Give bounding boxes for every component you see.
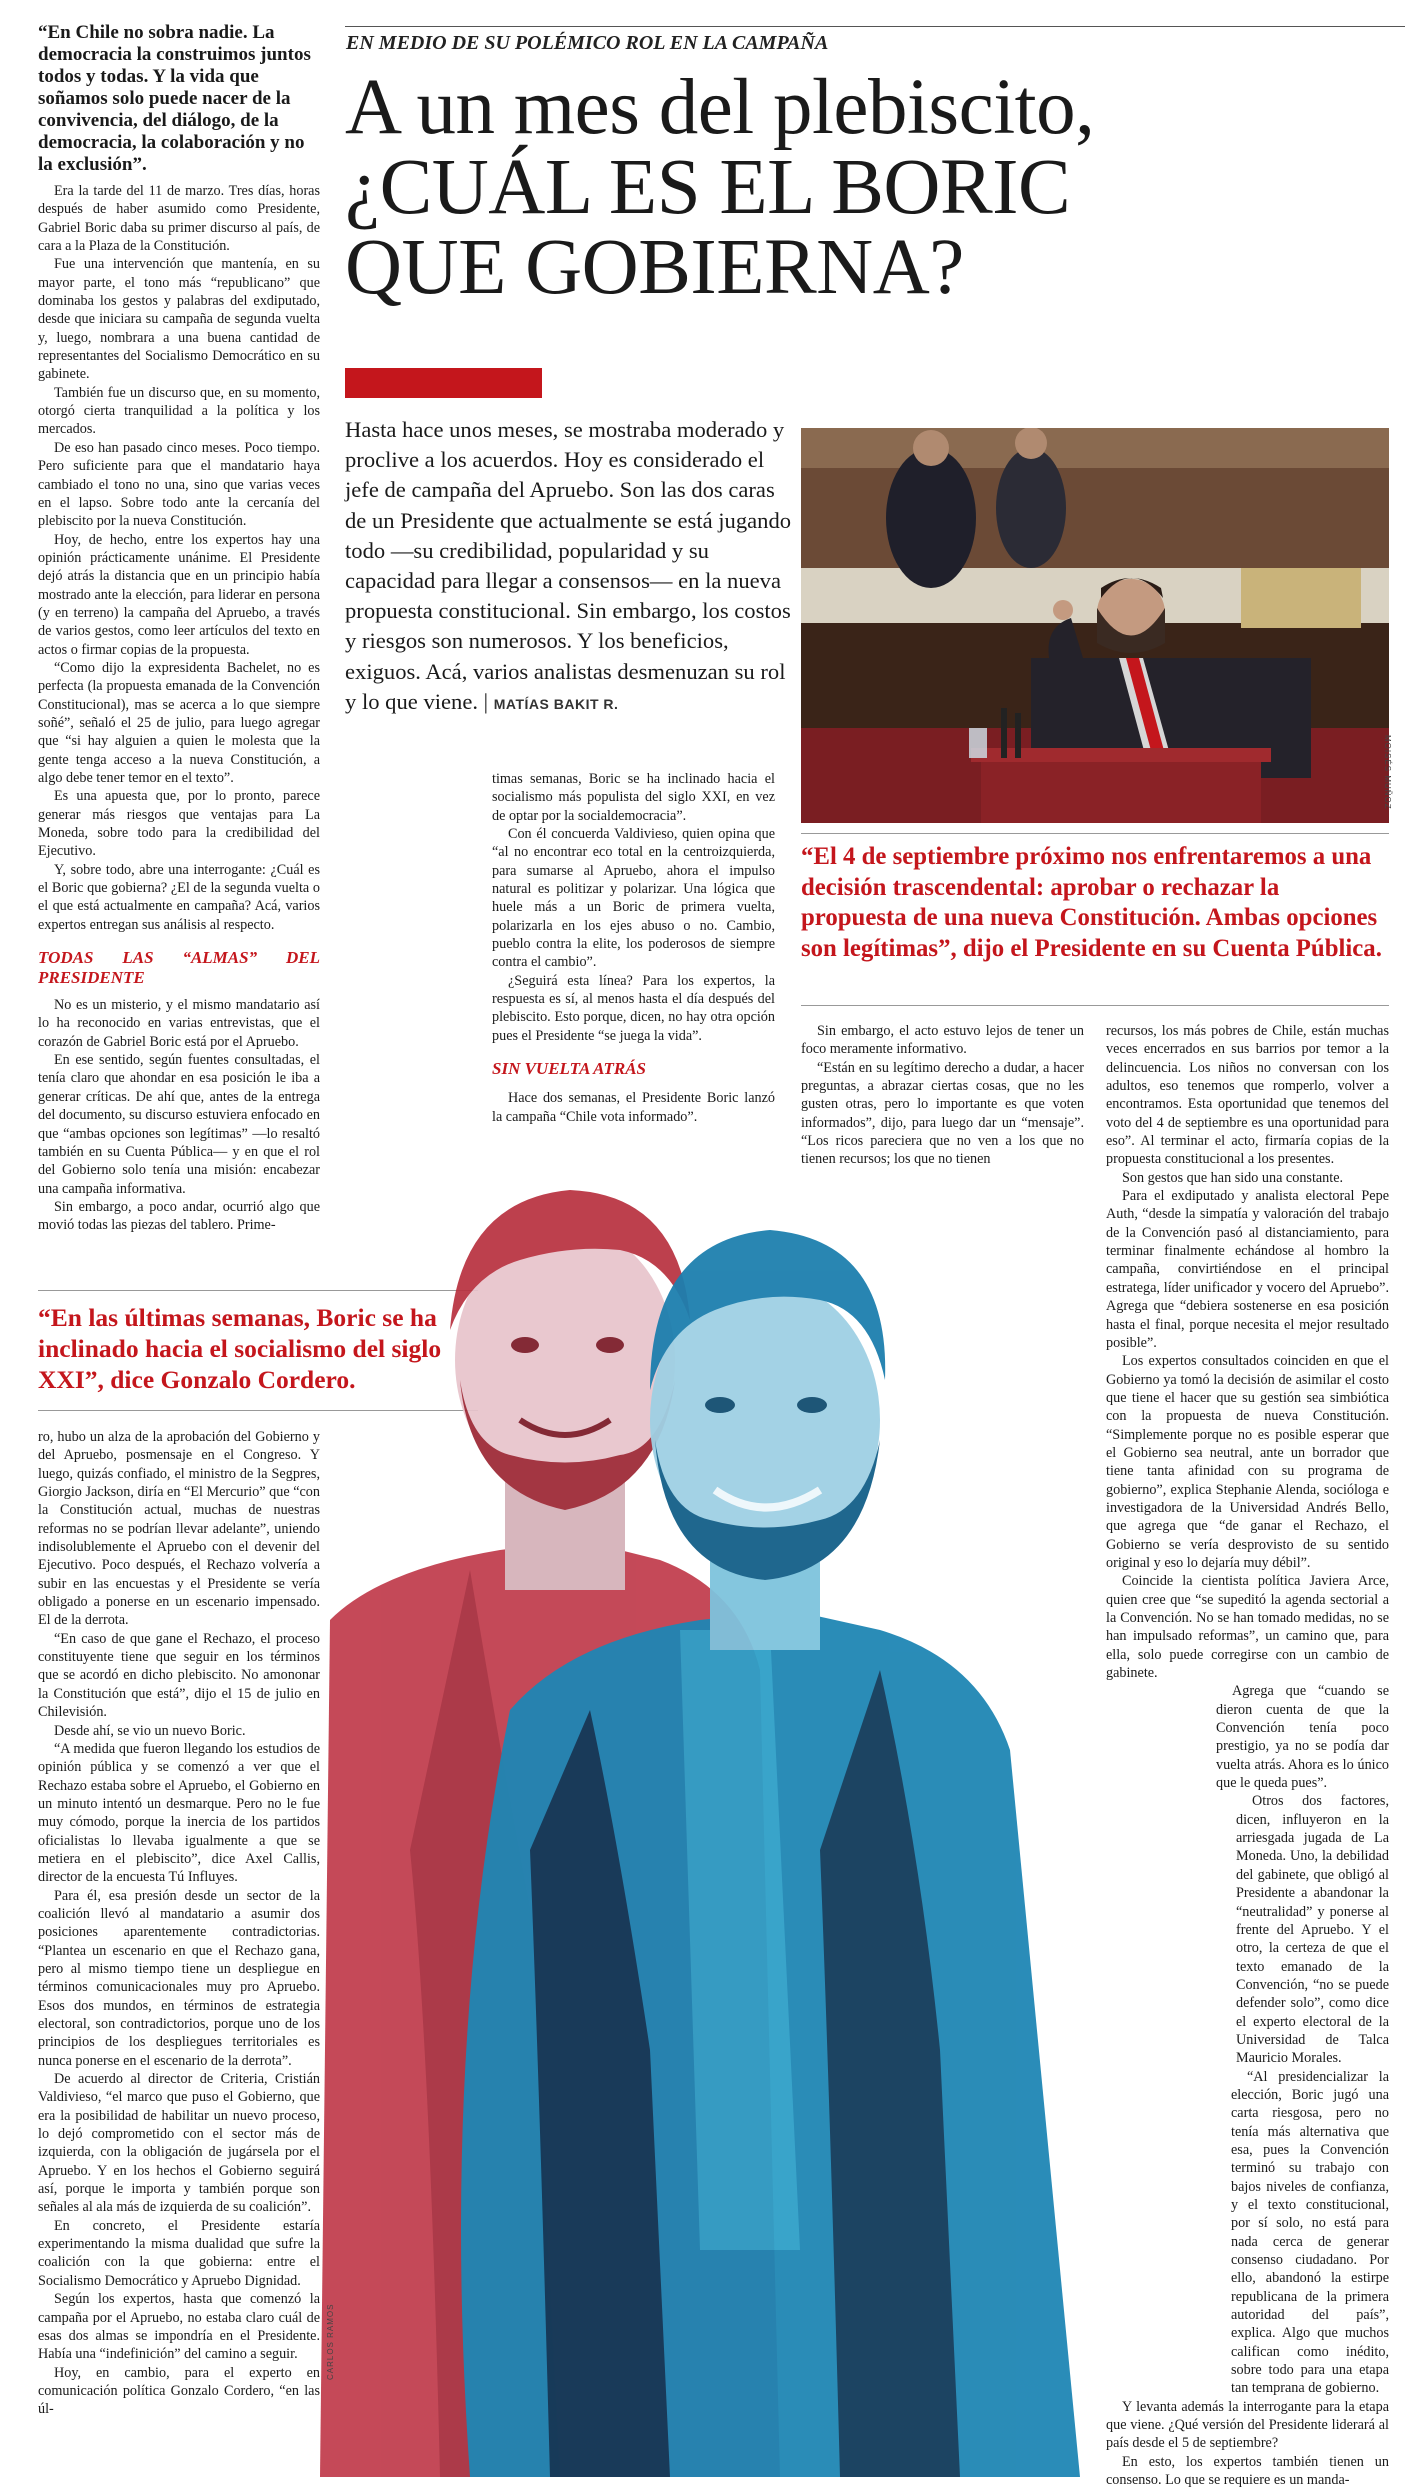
paragraph: Desde ahí, se vio un nuevo Boric.	[54, 1722, 246, 1739]
paragraph: Los expertos consultados coinciden en que el Gobierno ya tomó la decisión de asimilar el costo que tiene el hacer que su gestión sea simbiótica con la propuesta de nueva Constitución. “Simplemente porque no es posible esperar que el Gobierno sea neutral, ante un borrador que tiene tanta afinidad con su programa de gobierno”, explica Stephanie Alenda, socióloga e investigadora de la Universidad Andrés Bello, que agrega que “de ganar el Rechazo, el Gobierno se vería desprovisto de su sentido original y eso lo dejaría muy débil”.	[1106, 1353, 1389, 1571]
supertitle: EN MEDIO DE SU POLÉMICO ROL EN LA CAMPAÑA	[346, 32, 829, 54]
lead-quote: “En Chile no sobra nadie. La democracia la construimos juntos todos y todas. Y la vida que soñamos solo puede nacer de la convivencia, del diálogo, de la democracia, la colaboración y no la exclusión”.	[38, 22, 311, 175]
headline-line-3: QUE GOBIERNA?	[345, 224, 964, 311]
paragraph: Sin embargo, el acto estuvo lejos de tener un foco meramente informativo.	[801, 1023, 1084, 1058]
photo-credit: MOISÉS MUÑOZ	[1383, 735, 1392, 810]
pullquote-top-rule	[801, 833, 1389, 834]
paragraph: De eso han pasado cinco meses. Poco tiempo. Pero suficiente para que el mandatario haya cambiado el tono no una, sino que varias veces en el lapso. Sobre todo ante la cercanía del plebiscito por la nueva Constitución.	[38, 439, 320, 530]
paragraph: Para el exdiputado y analista electoral Pepe Auth, “desde la simpatía y valoración del trabajo de la Convención pasó al distanciamiento, para terminar finalmente echándose al hombro la campaña, convirtiéndose en el principal estratega, líder unificador y vocero del Apruebo”. Agrega que “debiera sostenerse en esa posición hasta el final, porque necesita el mejor resultado posible”.	[1106, 1188, 1389, 1351]
paragraph: “Como dijo la expresidenta Bachelet, no es perfecta (la propuesta emanada de la Convención Constitucional), mas se acerca a lo que siempre soñé”, señaló el 25 de julio, para luego agregar que “si hay alguien a quien le molesta que la gente tenga acceso a la nueva Constitución, a algo debe tener temor en el texto”.	[38, 659, 320, 786]
paragraph: De acuerdo al director de Criteria, Cristián Valdivieso, “el marco que puso el Gobierno, que era la posibilidad de habilitar un nuevo proceso, lo dejó comprometido con el sector más de izquierda, con la obligación de jugársela por el Apruebo. Y en los hechos el Gobierno seguirá así, porque le importa y también porque son señales al ala más de izquierda de su coalición”.	[38, 2071, 320, 2216]
podium-photo	[801, 428, 1389, 823]
paragraph: No es un misterio, y el mismo mandatario así lo ha reconocido en varias entrevistas, que el corazón de Gabriel Boric está por el Apruebo.	[38, 997, 320, 1050]
paragraph: Era la tarde del 11 de marzo. Tres días, horas después de haber asumido como Presidente, Gabriel Boric daba su primer discurso al país, de cara a la Plaza de la Constitución.	[38, 183, 320, 255]
paragraph: Fue una intervención que mantenía, en su mayor parte, el tono más “republicano” que dominaba los gestos y palabras del exdiputado, desde que iniciara su campaña de segunda vuelta y, luego, nombrara a una buena cantidad de representantes del Socialismo Democrático en su gabinete.	[38, 256, 320, 383]
paragraph: “Están en su legítimo derecho a dudar, a hacer preguntas, a abrazar ciertas cosas, que no les gusten otras, pero lo importante es que voten informados”, dijo, para luego dar un “mensaje”. “Los ricos pareciera que no ven a los que no tienen recursos; los que no tienen	[801, 1059, 1084, 1168]
paragraph: También fue un discurso que, en su momento, otorgó cierta tranquilidad a la política y los mercados.	[38, 384, 320, 438]
photo-credit-2: CARLOS RAMOS	[326, 2303, 335, 2380]
paragraph: En ese sentido, según fuentes consultadas, el tenía claro que ahondar en esa posición le iba a generar críticas. De ahí que, antes de la entrega del documento, su discurso estuviera enfocado en que “ambas opciones son legítimas” —lo resaltó también en su Cuenta Pública— y en que el rol del Gobierno solo tenía una misión: encabezar una campaña informativa.	[38, 1052, 320, 1197]
podium-photo-art	[801, 428, 1389, 823]
headline	[345, 64, 1405, 311]
paragraph: Y levanta además la interrogante para la etapa que viene. ¿Qué versión del Presidente liderará al país desde el 5 de septiembre?	[1106, 2398, 1389, 2452]
paragraph: timas semanas, Boric se ha inclinado hacia el socialismo más populista del siglo XXI, en vez de optar por la socialdemocracia”.	[492, 771, 775, 824]
paragraph: Es una apuesta que, por lo pronto, parece generar más riesgos que ventajas para La Moneda, sobre todo para la credibilidad del Ejecutivo.	[38, 788, 320, 860]
dek	[345, 415, 793, 719]
paragraph: recursos, los más pobres de Chile, están muchas veces encerrados en sus barrios por temor a la delincuencia. Los niños no conversan con los adultos, eso tenemos que romperlo, volver a encontramos. Esta oportunidad que tenemos del voto del 4 de septiembre es una oportunidad para eso”. Al terminar el acto, firmaría copias de la propuesta constitucional a los presentes.	[1106, 1023, 1389, 1168]
paragraph: “Al presidencializar la elección, Boric jugó una carta riesgosa, pero no tenía más alternativa que esa, pues la Convención terminó su trabajo con bajos niveles de confianza, y el texto constitucional, por sí solo, no está para nada cerca de generar consenso ciudadano. Por ello, abandonó la estirpe republicana de la primera autoridad del país”, explica. Algo que muchos califican como inédito, sobre todo para una etapa tan temprana de gobierno.	[1231, 2068, 1389, 2397]
paragraph: ¿Seguirá esta línea? Para los expertos, la respuesta es sí, al menos hasta el día después del plebiscito. Esto porque, dicen, no hay otra opción pues el Presidente “se juega la vida”.	[492, 972, 775, 1044]
paragraph: “A medida que fueron llegando los estudios de opinión pública y se comenzó a ver que el Rechazo estaba sobre el Apruebo, el Gobierno en un minuto intentó un desmarque. Pero no le fue muy cómodo, porque la inercia de los partidos oficialistas lo llevaba igualmente a que se metiera en el plebiscito”, dice Axel Callis, director de la encuesta Tú Influyes.	[38, 1740, 320, 1886]
paragraph: Para él, esa presión desde un sector de la coalición llevó al mandatario a asumir dos posiciones aparentemente contradictorias. “Plantea un escenario en que el Rechazo gana, pero al mismo tiempo tiene un despliegue en términos comunicacionales muy pro Apruebo. Esos dos mundos, en términos de estrategia electoral, son contradictorios, porque uno de los principios de los despliegues territoriales es nunca ponerse en el escenario de la derrota”.	[38, 1887, 320, 2069]
paragraph: Hace dos semanas, el Presidente Boric lanzó la campaña “Chile vota informado”.	[492, 1090, 775, 1125]
headline-line-1: A un mes del plebiscito,	[345, 64, 1095, 151]
paragraph: “En caso de que gane el Rechazo, el proceso constituyente tiene que seguir en los términos que se acordó en dicho plebiscito. No amononar la Constitución que está”, dijo el 15 de julio en Chilevisión.	[38, 1630, 320, 1721]
paragraph: Con él concuerda Valdivieso, quien opina que “al no encontrar eco total en la centroizquierda, para sumarse al Apruebo, ahora el impulso natural es politizar y polarizar. Una lógica que huele más a un Boric de primera vuelta, polarizarla en los ejes abuso o no. Cambio, pueblo contra la elite, los poderosos de siempre contra el cambio”.	[492, 826, 775, 971]
paragraph: Otros dos factores, dicen, influyeron en la arriesgada jugada de La Moneda. Uno, la debilidad del gabinete, que obligó al Presidente a abandonar la “neutralidad” y ponerse al frente del Apruebo. Y el otro, la certeza de que el texto emanado de la Convención, “no se puede defender solo”, como dice el experto electoral de la Universidad de Talca Mauricio Morales.	[1236, 1793, 1389, 2067]
red-accent-bar	[345, 368, 542, 398]
pullquote-mid: “En las últimas semanas, Boric se ha inclinado hacia el socialismo del siglo XXI”, dice Gonzalo Cordero.	[38, 1303, 442, 1394]
paragraph: Sin embargo, a poco andar, ocurrió algo que movió todas las piezas del tablero. Prime-	[38, 1198, 320, 1234]
paragraph: Hoy, en cambio, para el experto en comunicación política Gonzalo Cordero, “en las úl-	[38, 2364, 320, 2418]
headline-line-2: ¿CUÁL ES EL BORIC	[345, 144, 1071, 231]
paragraph: En concreto, el Presidente estaría experimentando la misma dualidad que sufre la coalición con la que gobierna: entre el Socialismo Democrático y Apruebo Dignidad.	[38, 2217, 320, 2289]
paragraph: ro, hubo un alza de la aprobación del Gobierno y del Apruebo, posmensaje en el Congreso. Y luego, quizás confiado, el ministro de la Segpres, Giorgio Jackson, diría en “El Mercurio” que “con la Constitución actual, muchas de nuestras reformas no se podrían llevar adelante”, uniendo indisolublemente el Apruebo con el devenir del Ejecutivo. Poco después, el Rechazo volvería a subir en las encuestas y el Presidente se vería obligado a ponerse en un escenario impensado. El de la derrota.	[38, 1429, 320, 1629]
subhead-sin-vuelta: SIN VUELTA ATRÁS	[492, 1059, 647, 1079]
column-4-top	[801, 1022, 1084, 1169]
dek-text: Hasta hace unos meses, se mostraba moderado y proclive a los acuerdos. Hoy es considerado el jefe de campaña del Apruebo. Son las dos caras de un Presidente que actualmente se está jugando todo —su credibilidad, popularidad y su capacidad para llegar a consensos— en la nueva propuesta constitucional. Sin embargo, los costos y riesgos son numerosos. Y los beneficios, exiguos. Acá, varios analistas desmenuzan su rol y lo que viene.	[345, 417, 792, 714]
pullquote-top-bottom-rule	[801, 1005, 1389, 1006]
subhead-almas: TODAS LAS “ALMAS” DEL PRESIDENTE	[38, 948, 320, 988]
byline: MATÍAS BAKIT R.	[493, 695, 619, 712]
paragraph: Agrega que “cuando se dieron cuenta de que la Convención tenía poco prestigio, ya no se podía dar vuelta atrás. Ahora es lo único que le queda pues”.	[1216, 1683, 1389, 1792]
double-portrait-art	[320, 1150, 1240, 2477]
column-1	[38, 22, 320, 1235]
column-1-bottom	[38, 1428, 320, 2419]
column-3-top	[492, 770, 775, 1126]
pullquote-top: “El 4 de septiembre próximo nos enfrentaremos a una decisión trascendental: aprobar o rechazar la propuesta de una nueva Constitución. Ambas opciones son legítimas”, dijo el Presidente en su Cuenta Pública.	[801, 843, 1382, 962]
paragraph: Son gestos que han sido una constante.	[1122, 1169, 1344, 1186]
paragraph: Hoy, de hecho, entre los expertos hay una opinión prácticamente unánime. El Presidente dejó atrás la distancia que en un principio había mostrado ante la elección, para liderar en persona (y en terreno) la campaña del Apruebo, a través de varios gestos, como leer artículos del texto en actos o firmar copias de la propuesta.	[38, 531, 320, 658]
byline-separator: |	[483, 688, 489, 714]
paragraph: Y, sobre todo, abre una interrogante: ¿Cuál es el Boric que gobierna? ¿El de la segunda vuelta o el que está actualmente en campaña? Acá, varios expertos entregan sus análisis al respecto.	[38, 861, 320, 933]
header-top-rule	[345, 26, 1405, 27]
paragraph: Coincide la cientista política Javiera Arce, quien cree que “se supeditó la agenda sectorial a la Convención. No se han tomado medidas, no se han impulsado reformas”, un camino que, para ella, solo puede corregirse con un cambio de gabinete.	[1106, 1573, 1389, 1682]
paragraph: Según los expertos, hasta que comenzó la campaña por el Apruebo, no estaba claro cuál de esas dos almas se impondría en el Presidente. Había una “indefinición” del camino a seguir.	[38, 2291, 320, 2363]
paragraph: En esto, los expertos también tienen un consenso. Lo que se requiere es un manda-	[1106, 2453, 1389, 2489]
double-portrait	[320, 1150, 1240, 2477]
